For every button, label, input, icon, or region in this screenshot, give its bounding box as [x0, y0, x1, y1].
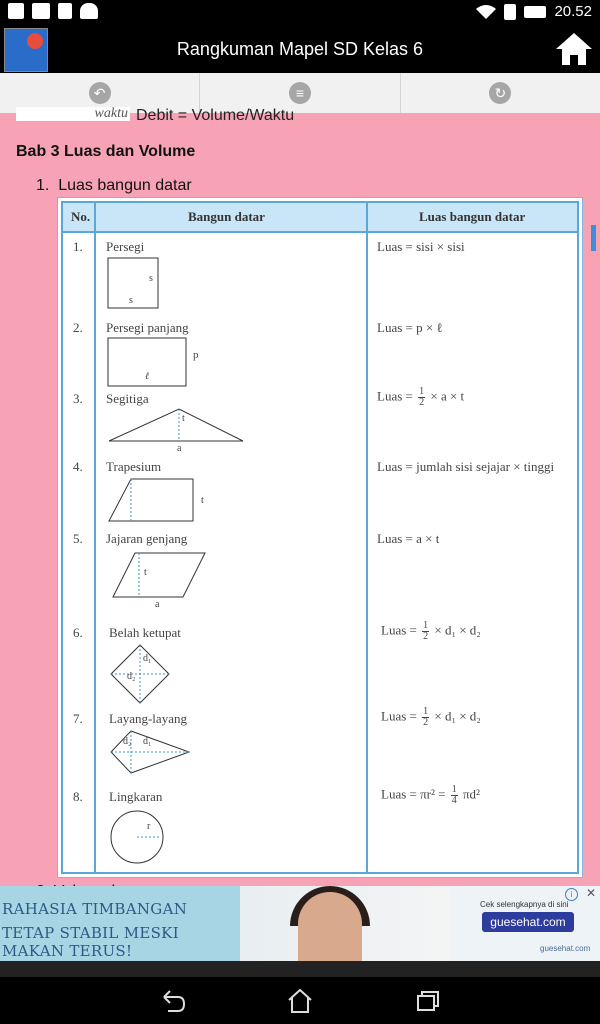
ad-photo-face: [298, 892, 362, 962]
table-header: [63, 203, 577, 233]
app-bar: [0, 25, 600, 73]
shape-name: Lingkaran: [109, 789, 163, 804]
scroll-indicator[interactable]: [591, 225, 596, 251]
formula-prefix: Luas =: [381, 708, 417, 724]
fraction: [422, 621, 429, 642]
sim-icon: [58, 3, 72, 19]
kite-shape: [109, 729, 193, 775]
formula-suffix: × a × t: [430, 388, 465, 404]
formula-prefix: Luas = πr² =: [381, 786, 446, 802]
triangle-shape: [107, 407, 247, 454]
previous-formula-line: [16, 107, 294, 125]
shape-name: Jajaran genjang: [106, 531, 188, 546]
home-icon[interactable]: [554, 29, 594, 69]
battery-icon: [524, 6, 546, 18]
circle-shape: [109, 809, 165, 865]
shape-label: t: [201, 495, 204, 506]
fraction: [422, 707, 429, 728]
area-formula: [381, 707, 481, 728]
shape-label: ℓ: [145, 371, 150, 382]
ad-info-icon[interactable]: i: [565, 888, 578, 901]
formula-prefix: Luas =: [377, 388, 413, 404]
status-time: 20.52: [554, 3, 592, 20]
row-number: 5.: [73, 531, 83, 546]
row-number: 4.: [73, 459, 83, 474]
shape-name: Persegi: [106, 239, 145, 254]
area-formula: [377, 387, 464, 408]
fraction-denominator: 2: [419, 397, 425, 408]
fraction-numerator: 1: [451, 784, 457, 795]
formula-suffix: × d₁ × d₂: [434, 708, 481, 724]
formula-suffix: πd²: [462, 786, 480, 802]
ad-photo[interactable]: [240, 886, 450, 961]
ad-brand-button[interactable]: guesehat.com: [482, 912, 574, 932]
back-nav-icon[interactable]: [158, 987, 186, 1015]
subitem-label: Luas bangun datar: [58, 177, 192, 194]
header-shape: Bangun datar: [188, 209, 265, 224]
formula-image: waktu: [16, 107, 130, 121]
ad-cta-text: Cek selengkapnya di sini: [480, 900, 569, 909]
recents-nav-icon[interactable]: [414, 987, 442, 1015]
formula-suffix: × d₁ × d₂: [434, 622, 481, 638]
list-icon: ≡: [289, 82, 311, 104]
row-number: 8.: [73, 789, 83, 804]
shape-name: Segitiga: [106, 391, 149, 406]
header-no: No.: [71, 209, 91, 224]
fraction: [418, 387, 425, 408]
ad-brand-panel[interactable]: [450, 886, 600, 961]
system-nav-bar: [0, 977, 600, 1024]
shape-label: d₁: [143, 653, 152, 664]
shape-label: r: [147, 821, 151, 832]
sim-card-icon: [504, 4, 516, 20]
ad-brand-logo: guesehat.com: [540, 944, 591, 953]
back-icon: ↶: [89, 82, 111, 104]
app-title: Rangkuman Mapel SD Kelas 6: [176, 39, 424, 59]
android-icon: [80, 3, 98, 19]
fraction: [451, 785, 458, 806]
content-area[interactable]: [0, 106, 600, 886]
row-number: 2.: [73, 320, 83, 335]
ad-headline-2: TETAP STABIL MESKI MAKAN TERUS!: [2, 924, 179, 960]
shape-label: p: [193, 349, 199, 361]
rectangle-shape: [107, 337, 199, 389]
square-shape: [107, 257, 161, 311]
rhombus-shape: [109, 643, 171, 705]
chapter-title: Bab 3 Luas dan Volume: [16, 143, 196, 160]
row-number: 1.: [73, 239, 83, 254]
row-number: 6.: [73, 625, 83, 640]
area-formula: [381, 621, 481, 642]
header-area: Luas bangun datar: [419, 209, 526, 224]
area-formula-table: [57, 197, 583, 878]
area-formula: Luas = jumlah sisi sejajar × tinggi: [377, 459, 555, 474]
shape-label: s: [149, 273, 153, 284]
ad-headline-1: RAHASIA TIMBANGAN: [2, 900, 188, 918]
area-formula: Luas = a × t: [377, 531, 440, 546]
status-bar: [0, 0, 600, 25]
shape-label: s: [129, 295, 133, 306]
shape-label: d₂: [127, 671, 136, 682]
ad-text-panel[interactable]: [0, 886, 240, 961]
subitem-number: 1.: [36, 177, 50, 194]
subitem-heading: [36, 177, 192, 195]
ad-banner[interactable]: [0, 886, 600, 961]
shape-label: a: [155, 599, 160, 610]
refresh-button[interactable]: [401, 73, 600, 113]
trapezoid-shape: [107, 477, 204, 523]
row-number: 7.: [73, 711, 83, 726]
fraction-numerator: 1: [423, 620, 429, 631]
fraction-denominator: 4: [451, 795, 457, 806]
fraction-denominator: 2: [423, 631, 429, 642]
ad-close-icon[interactable]: ✕: [585, 886, 596, 900]
previous-formula-text: Debit = Volume/Waktu: [136, 107, 295, 124]
area-formula: [381, 785, 480, 806]
mail-icon: [32, 3, 50, 19]
shape-name: Persegi panjang: [106, 320, 189, 335]
shape-label: d₁: [143, 736, 152, 747]
shape-label: a: [177, 443, 182, 454]
row-number: 3.: [73, 391, 83, 406]
fraction-denominator: 2: [423, 717, 429, 728]
area-formula: Luas = sisi × sisi: [377, 239, 465, 254]
refresh-icon: ↻: [489, 82, 511, 104]
area-formula: Luas = p × ℓ: [377, 320, 443, 335]
shape-name: Layang-layang: [109, 711, 187, 726]
shape-name: Trapesium: [106, 459, 162, 474]
home-nav-icon[interactable]: [286, 987, 314, 1015]
wifi-icon: [476, 4, 496, 20]
formula-prefix: Luas =: [381, 622, 417, 638]
shape-label: t: [182, 413, 185, 424]
bottom-divider: [0, 961, 600, 977]
shape-name: Belah ketupat: [109, 625, 181, 640]
fraction-numerator: 1: [423, 706, 429, 717]
wrench-icon: [8, 3, 24, 19]
shape-label: t: [144, 567, 147, 578]
shape-label: d₂: [123, 736, 132, 747]
fraction-numerator: 1: [419, 386, 425, 397]
parallelogram-shape: [111, 551, 207, 610]
